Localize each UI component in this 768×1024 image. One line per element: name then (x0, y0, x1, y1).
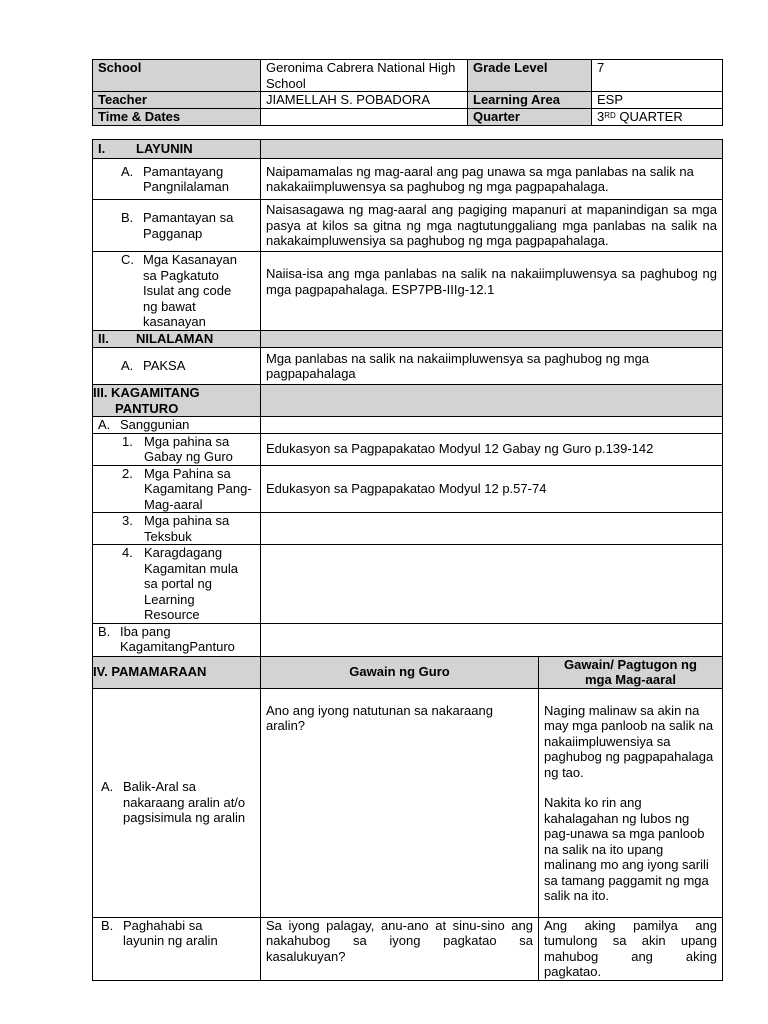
mga-kasanayan-value: Naiisa-isa ang mga panlabas na salik na nakaiimpluwensya sa paghubog ng mga pagpapahalaga. ESP7PB-IIIg-12.1 (261, 252, 723, 331)
section-layunin-header: I. LAYUNIN (93, 140, 261, 159)
row-pamantayan-sa-pagganap: B. Pamantayan sa Pagganap (93, 200, 261, 252)
row-mga-kasanayan: C. Mga Kasanayan sa Pagkatuto Isulat ang code ng bawat kasanayan (93, 252, 261, 331)
school-value: Geronima Cabrera National High School (261, 60, 468, 92)
quarter-value (592, 109, 723, 126)
row-iba-pang-kagamitan: B. Iba pang KagamitangPanturo (93, 623, 261, 656)
row-sanggunian: A. Sanggunian (93, 417, 261, 434)
teksbuk-value (261, 513, 723, 545)
row-teksbuk: 3. Mga pahina sa Teksbuk (93, 513, 261, 545)
karagdagang-kagamitan-value (261, 545, 723, 624)
teacher-label: Teacher (93, 92, 261, 109)
column-gawain-mag-aaral: Gawain/ Pagtugon ng mga Mag-aaral (539, 656, 723, 688)
quarter-number: 3 (597, 109, 605, 124)
pamantayang-pangnilalaman-value: Naipamamalas ng mag-aaral ang pag unawa sa mga panlabas na salik na nakakaiimpluwensya sa paghubog ng mga pagpapahalaga. (261, 159, 723, 200)
row-balik-aral: A. Balik-Aral sa nakaraang aralin at/o pagsisimula ng aralin (93, 688, 261, 917)
quarter-word: QUARTER (615, 109, 683, 124)
section-kagamitang-blank (261, 385, 723, 417)
row-paghahabi: B. Paghahabi sa layunin ng aralin (93, 917, 261, 980)
grade-level-value: 7 (592, 60, 723, 92)
teacher-value: JIAMELLAH S. POBADORA (261, 92, 468, 109)
header-table (92, 59, 723, 126)
row-pamantayang-pangnilalaman: A. Pamantayang Pangnilalaman (93, 159, 261, 200)
learning-area-value: ESP (592, 92, 723, 109)
section-nilalaman-header: II. NILALAMAN (93, 331, 261, 348)
row-gabay-ng-guro: 1. Mga pahina sa Gabay ng Guro (93, 433, 261, 465)
balik-aral-mag-aaral (539, 688, 723, 917)
section-layunin-blank (261, 140, 723, 159)
gabay-ng-guro-value: Edukasyon sa Pagpapakatao Modyul 12 Gabay ng Guro p.139-142 (261, 433, 723, 465)
paghahabi-mag-aaral: Ang aking pamilya ang tumulong sa akin upang mahubog ang aking pagkatao. (539, 917, 723, 980)
balik-aral-response-1: Naging malinaw sa akin na may mga panloob na salik na nakaiimpluwensiya sa paghubog ng pagpapahalaga ng tao. (544, 702, 714, 780)
kagamitang-pang-mag-aaral-value: Edukasyon sa Pagpapakatao Modyul 12 p.57-74 (261, 465, 723, 513)
column-gawain-ng-guro: Gawain ng Guro (261, 656, 539, 688)
time-dates-label: Time & Dates (93, 109, 261, 126)
quarter-suffix: RD (604, 111, 616, 120)
sanggunian-value (261, 417, 723, 434)
row-paksa: A. PAKSA (93, 348, 261, 385)
grade-level-label: Grade Level (468, 60, 592, 92)
lesson-plan-table (92, 139, 723, 981)
paksa-value: Mga panlabas na salik na nakaiimpluwensya sa paghubog ng mga pagpapahalaga (261, 348, 723, 385)
section-kagamitang-panturo-header: III. KAGAMITANG PANTURO (93, 385, 261, 417)
learning-area-label: Learning Area (468, 92, 592, 109)
school-label: School (93, 60, 261, 92)
row-karagdagang-kagamitan: 4. Karagdagang Kagamitan mula sa portal ng Learning Resource (93, 545, 261, 624)
pamantayan-sa-pagganap-value: Naisasagawa ng mag-aaral ang pagiging mapanuri at mapanindigan sa mga pasya at kilos sa gitna ng mga nagtutunggaliang mga panlabas na salik na nakakaimpluwensiya sa paghubog ng mga pagpapahalaga. (261, 200, 723, 252)
row-kagamitang-pang-mag-aaral: 2. Mga Pahina sa Kagamitang Pang-Mag-aaral (93, 465, 261, 513)
iba-pang-kagamitan-value (261, 623, 723, 656)
quarter-label: Quarter (468, 109, 592, 126)
section-pamamaraan-header: IV. PAMAMARAAN (93, 656, 261, 688)
time-dates-value (261, 109, 468, 126)
paghahabi-guro: Sa iyong palagay, anu-ano at sinu-sino ang nakahubog sa iyong pagkatao sa kasalukuyan? (261, 917, 539, 980)
balik-aral-guro: Ano ang iyong natutunan sa nakaraang aralin? (261, 688, 539, 917)
section-nilalaman-blank (261, 331, 723, 348)
balik-aral-response-2: Nakita ko rin ang kahalagahan ng lubos ng pag-unawa sa mga panloob na salik na ito upang malinang mo ang iyong sarili sa tamang paggamit ng mga salik na ito. (544, 795, 709, 903)
